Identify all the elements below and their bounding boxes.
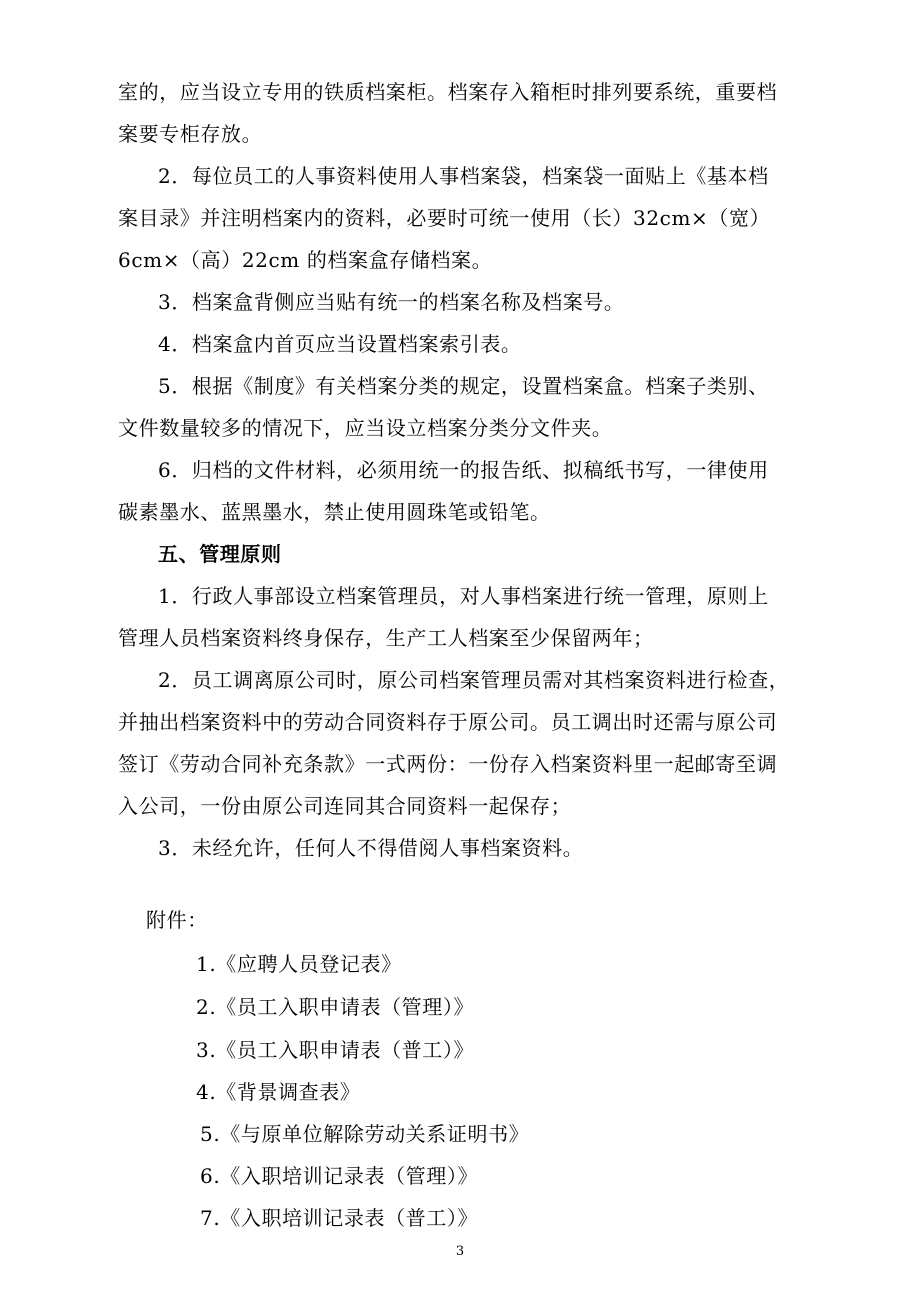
paragraph-line: 3．未经允许，任何人不得借阅人事档案资料。: [158, 836, 584, 860]
paragraph-line: 文件数量较多的情况下，应当设立档案分类分文件夹。: [118, 416, 613, 440]
attachment-item: 7.《入职培训记录表（普工）》: [200, 1206, 479, 1230]
paragraph-line: 6cm×（高）22cm 的档案盒存储档案。: [118, 248, 493, 272]
paragraph-line: 2．员工调离原公司时，原公司档案管理员需对其档案资料进行检查，: [158, 668, 790, 692]
paragraph-line: 碳素墨水、蓝黑墨水，禁止使用圆珠笔或铅笔。: [118, 500, 551, 524]
page-number: 3: [455, 1244, 465, 1259]
attachment-item: 5.《与原单位解除劳动关系证明书》: [200, 1122, 530, 1146]
attachment-item: 4.《背景调查表》: [196, 1080, 361, 1104]
paragraph-line: 入公司，一份由原公司连同其合同资料一起保存；: [118, 794, 572, 818]
attachment-item: 3.《员工入职申请表（普工）》: [196, 1038, 475, 1062]
paragraph-line: 签订《劳动合同补充条款》一式两份：一份存入档案资料里一起邮寄至调: [118, 752, 778, 776]
paragraph-line: 室的，应当设立专用的铁质档案柜。档案存入箱柜时排列要系统，重要档: [118, 80, 778, 104]
paragraph-line: 案要专柜存放。: [118, 122, 263, 146]
paragraph-line: 2．每位员工的人事资料使用人事档案袋，档案袋一面贴上《基本档: [158, 164, 769, 188]
paragraph-line: 6．归档的文件材料，必须用统一的报告纸、拟稿纸书写，一律使用: [158, 458, 769, 482]
attachment-item: 1.《应聘人员登记表》: [196, 952, 402, 976]
paragraph-line: 4．档案盒内首页应当设置档案索引表。: [158, 332, 522, 356]
attachment-item: 6.《入职培训记录表（管理）》: [200, 1164, 479, 1188]
paragraph-line: 并抽出档案资料中的劳动合同资料存于原公司。员工调出时还需与原公司: [118, 710, 778, 734]
paragraph-line: 案目录》并注明档案内的资料，必要时可统一使用（长）32cm×（宽）: [118, 206, 771, 230]
attachments-label: 附件：: [146, 908, 208, 932]
attachment-item: 2.《员工入职申请表（管理）》: [196, 995, 475, 1019]
paragraph-line: 3．档案盒背侧应当贴有统一的档案名称及档案号。: [158, 290, 625, 314]
section-heading: 五、管理原则: [158, 542, 282, 566]
paragraph-line: 管理人员档案资料终身保存，生产工人档案至少保留两年；: [118, 626, 654, 650]
paragraph-line: 5．根据《制度》有关档案分类的规定，设置档案盒。档案子类别、: [158, 374, 769, 398]
paragraph-line: 1．行政人事部设立档案管理员，对人事档案进行统一管理，原则上: [158, 584, 769, 608]
